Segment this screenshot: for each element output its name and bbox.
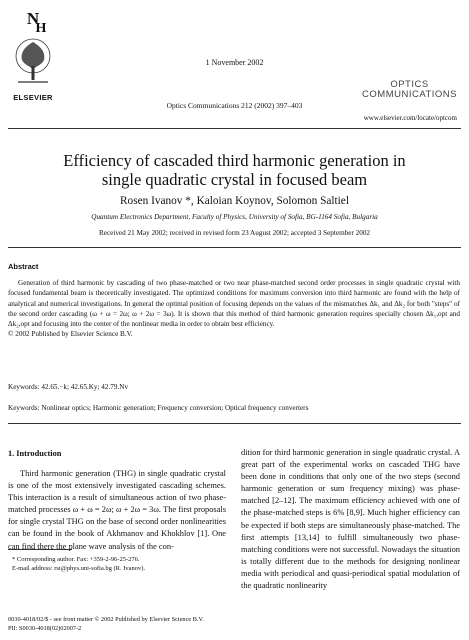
right-column bbox=[241, 447, 460, 592]
corresponding-author: * Corresponding author. Fax: +359-2-96-25-276. bbox=[12, 556, 140, 563]
right-column-text: dition for third harmonic generation in single quadratic crystal. A great part of the experimental works on cascaded THG have been done in conditions that only one of the two steps (second harmonic generation or sum frequency mixing) was phase-matched [2–12]. The maximum efficiency achieved with one of the phase-matched steps is 6% [8,9]. Much higher efficiency can be expected if both steps are simultaneously phase-matched. The first attempts [13,14] to fulfill simultaneously two phase-matching conditions were not successful. Nowadays the situation is totally different due to the methods for designing nonlinear media with periodical and quasi-periodical spatial modulation of the quadratic nonlinearity bbox=[241, 448, 460, 591]
abstract-divider bbox=[8, 247, 461, 248]
footnote bbox=[8, 555, 228, 573]
abstract-text: Generation of third harmonic by cascading of two phase-matched or two near phase-matched second order processes in single quadratic crystal with focused fundamental beam is theoretically investigated. The optimized conditions for maximum conversion into third harmonic are found with the help of analytical and numerical investigations. In general the optimal position of focusing depends on the values of the mismatches Δk₁ and Δk₂ for both "steps" of the second order cascading (ω + ω = 2ω; ω + 2ω = 3ω). It is shown that this method of third harmonic generation requires specially chosen Δk₁,opt and Δk₂,opt and focusing into the center of the nonlinear media in order to obtain best efficiency. bbox=[8, 279, 460, 329]
author-list: Rosen Ivanov *, Kaloian Koynov, Solomon Saltiel bbox=[120, 195, 349, 207]
pii-code: PII: S0030-4018(02)02007-2 bbox=[8, 625, 82, 632]
publisher-logo bbox=[8, 8, 58, 104]
pacs-keywords: Keywords: 42.65.−k; 42.65.Ky; 42.79.Nv bbox=[8, 383, 129, 391]
footnote-divider bbox=[8, 549, 72, 550]
publisher-name: ELSEVIER bbox=[13, 93, 53, 102]
front-matter-note: 0030-4018/02/$ - see front matter © 2002 Published by Elsevier Science B.V. bbox=[8, 616, 204, 623]
journal-name-line2: COMMUNICATIONS bbox=[362, 89, 457, 100]
svg-text:H: H bbox=[35, 21, 47, 36]
left-column-text: Third harmonic generation (THG) in single quadratic crystal is one of the most extensively investigated cascading schemes. This interaction is a result of simultaneous action of two phase-matched processes ω + ω = 2ω; ω + 2ω = 3ω. The first proposals for single crystal THG on the base of second order nonlinearities can be found in the book of Akhmanov and Khokhlov [1]. One can find there the plane wave analysis of the con- bbox=[8, 469, 226, 551]
page-footer bbox=[8, 615, 204, 633]
journal-logo bbox=[362, 80, 457, 100]
subject-keywords: Keywords: Nonlinear optics; Harmonic generation; Frequency conversion; Optical frequency converters bbox=[8, 404, 309, 412]
section-heading: 1. Introduction bbox=[8, 449, 62, 458]
journal-url[interactable]: www.elsevier.com/locate/optcom bbox=[363, 114, 457, 122]
abstract-body bbox=[8, 278, 460, 340]
journal-citation: Optics Communications 212 (2002) 397–403 bbox=[166, 101, 303, 110]
article-title bbox=[0, 151, 469, 189]
received-dates: Received 21 May 2002; received in revised form 23 August 2002; accepted 3 September 2002 bbox=[98, 229, 371, 237]
header-divider bbox=[8, 128, 461, 129]
left-column bbox=[8, 449, 226, 553]
issue-date: 1 November 2002 bbox=[205, 58, 264, 67]
svg-text:N: N bbox=[26, 9, 40, 28]
journal-name-line1: OPTICS bbox=[390, 79, 429, 90]
title-line-1: Efficiency of cascaded third harmonic generation in bbox=[63, 151, 406, 170]
affiliation: Quantum Electronics Department, Faculty of Physics, University of Sofia, BG-1164 Sofia, Bulgaria bbox=[91, 213, 378, 221]
body-divider bbox=[8, 423, 461, 424]
email-address[interactable]: E-mail address: rsi@phys.uni-sofia.bg (R. Ivanov). bbox=[12, 565, 146, 572]
abstract-heading: Abstract bbox=[8, 262, 39, 271]
abstract-copyright: © 2002 Published by Elsevier Science B.V. bbox=[8, 330, 133, 339]
elsevier-tree-icon bbox=[8, 8, 58, 92]
title-line-2: single quadratic crystal in focused beam bbox=[101, 170, 368, 189]
